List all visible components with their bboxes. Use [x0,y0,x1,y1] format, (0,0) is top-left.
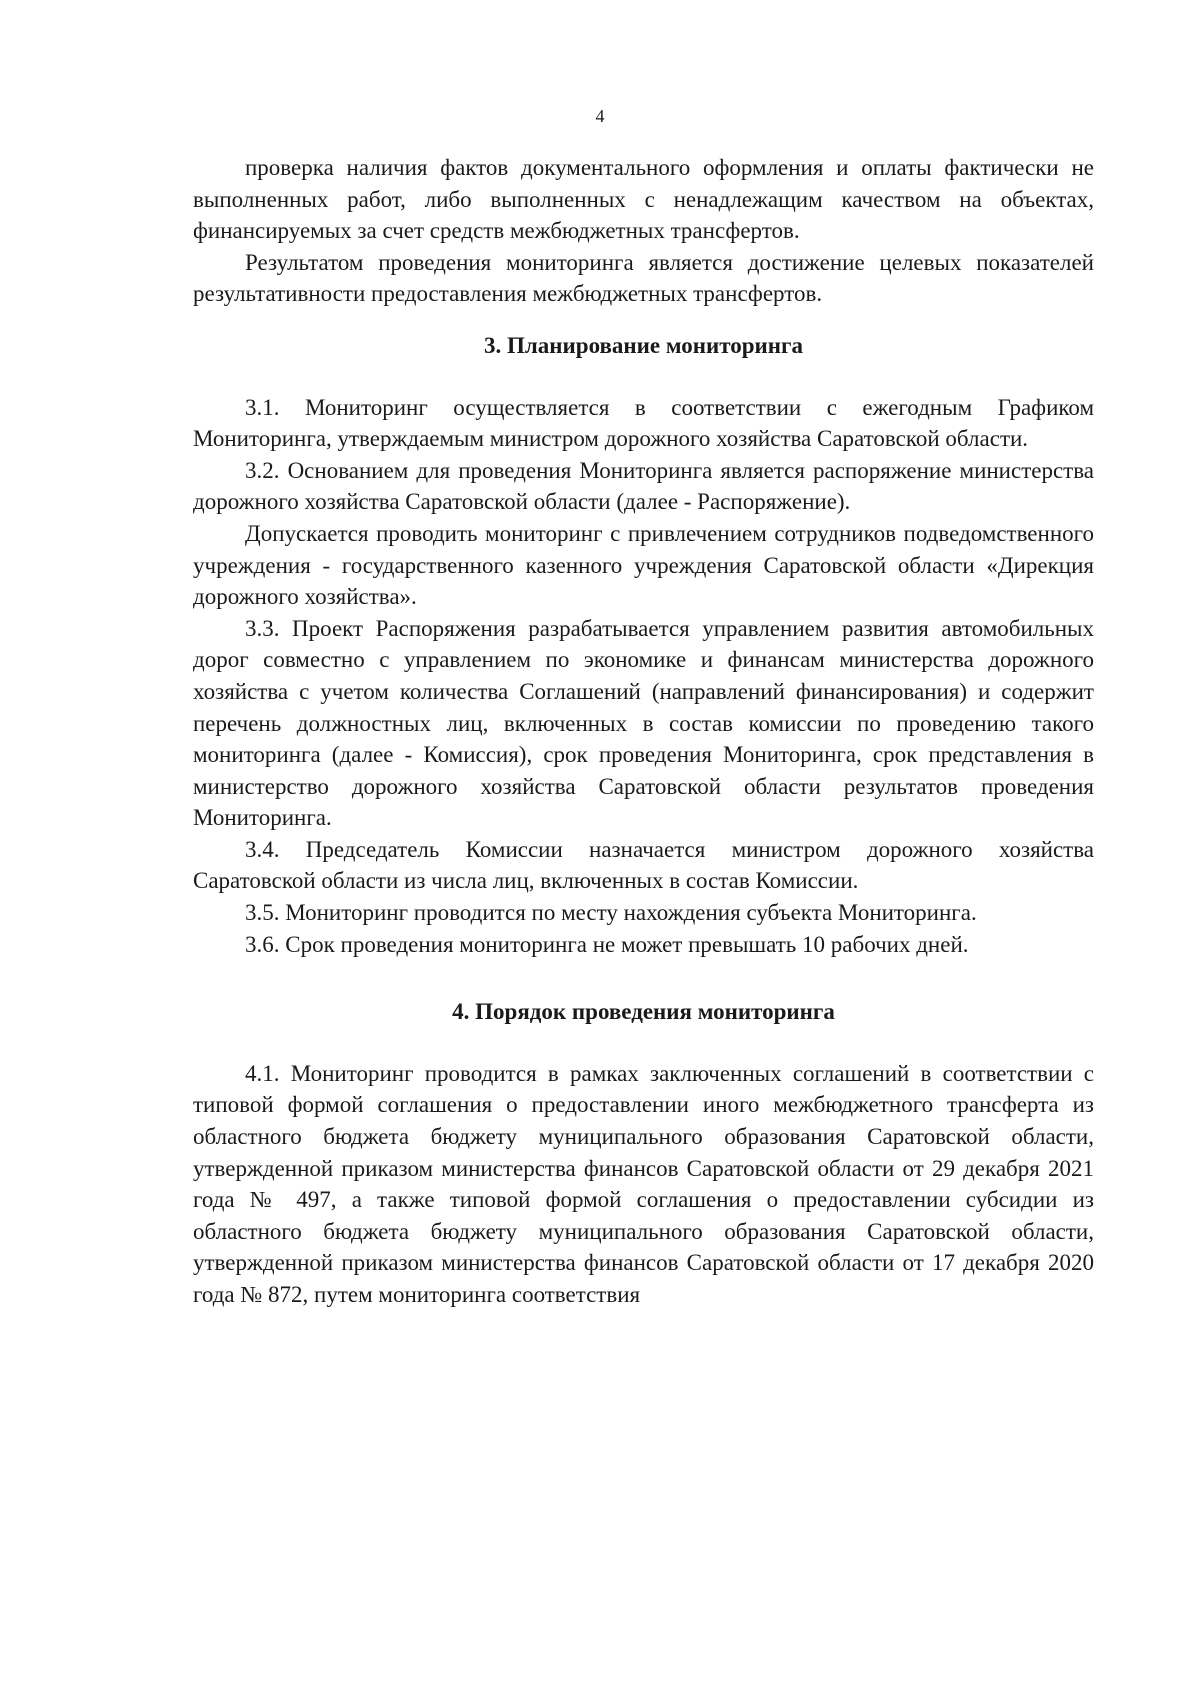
paragraph: 4.1. Мониторинг проводится в рамках заключенных соглашений в соответствии с типовой формой соглашения о предоставлении иного межбюджетного трансферта из областного бюджета бюджету муниципального образования Саратовской области, утвержденной приказом министерства финансов Саратовской области от 29 декабря 2021 года № 497, а также типовой формой соглашения о предоставлении субсидии из областного бюджета бюджету муниципального образования Саратовской области, утвержденной приказом министерства финансов Саратовской области от 17 декабря 2020 года № 872, путем мониторинга соответствия [193,1060,1094,1307]
paragraph: 3.5. Мониторинг проводится по месту нахождения субъекта Мониторинга. [245,900,977,926]
section-heading: 4. Порядок проведения мониторинга [452,999,835,1025]
paragraph: 3.4. Председатель Комиссии назначается министром дорожного хозяйства Саратовской области из числа лиц, включенных в состав Комиссии. [193,836,1094,894]
page-number: 4 [595,106,605,126]
paragraph: Результатом проведения мониторинга является достижение целевых показателей результативности предоставления межбюджетных трансфертов. [193,249,1094,307]
paragraph: 3.6. Срок проведения мониторинга не может превышать 10 рабочих дней. [245,931,969,957]
paragraph: 3.1. Мониторинг осуществляется в соответствии с ежегодным Графиком Мониторинга, утверждаемым министром дорожного хозяйства Саратовской области. [193,394,1094,452]
section-heading: 3. Планирование мониторинга [483,332,803,358]
document-body [193,152,1094,1311]
paragraph: 3.3. Проект Распоряжения разрабатывается управлением развития автомобильных дорог совместно с управлением по экономике и финансам министерства дорожного хозяйства с учетом количества Соглашений (направлений финансирования) и содержит перечень должностных лиц, включенных в состав комиссии по проведению такого мониторинга (далее - Комиссия), срок проведения Мониторинга, срок представления в министерство дорожного хозяйства Саратовской области результатов проведения Мониторинга. [193,615,1094,831]
paragraph: проверка наличия фактов документального оформления и оплаты фактически не выполненных работ, либо выполненных с ненадлежащим качеством на объектах, финансируемых за счет средств межбюджетных трансфертов. [193,155,1094,244]
paragraph: 3.2. Основанием для проведения Мониторинга является распоряжение министерства дорожного хозяйства Саратовской области (далее - Распоряжение). [193,457,1094,515]
paragraph: Допускается проводить мониторинг с привлечением сотрудников подведомственного учреждения - государственного казенного учреждения Саратовской области «Дирекция дорожного хозяйства». [193,520,1094,610]
